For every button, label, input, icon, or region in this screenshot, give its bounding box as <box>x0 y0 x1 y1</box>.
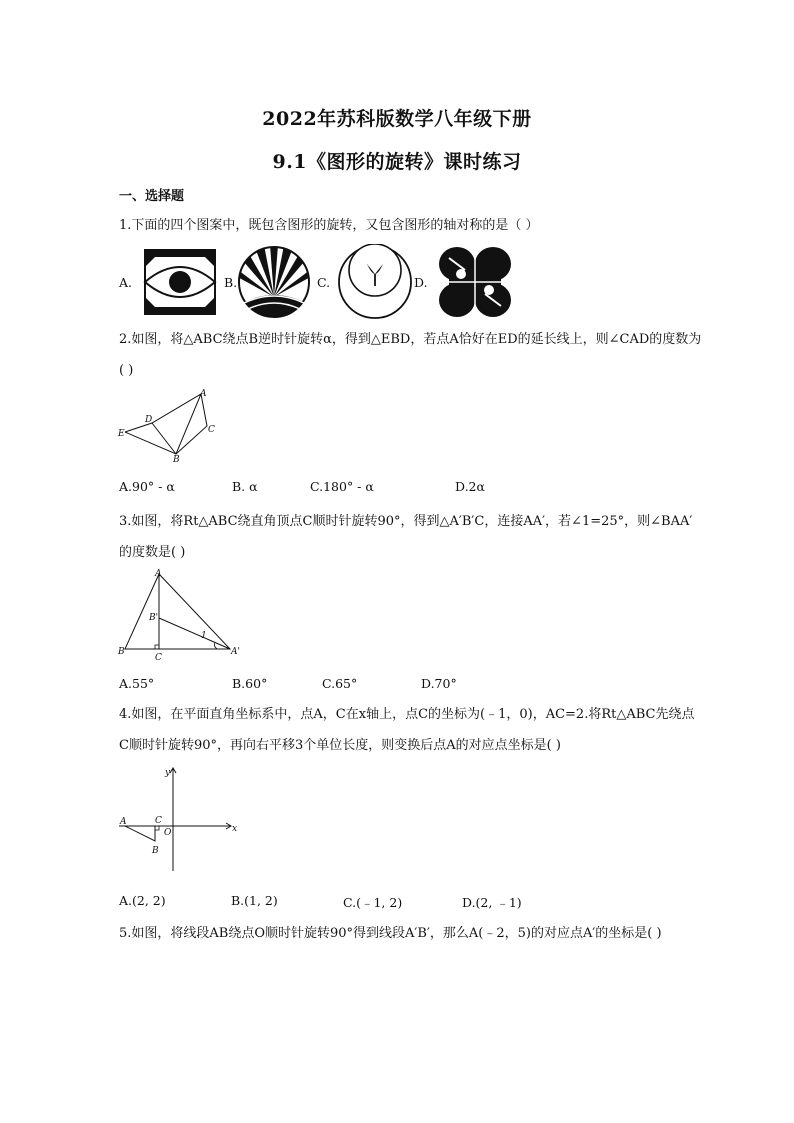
q2-label-c: C <box>208 425 215 435</box>
q2-label-b: B <box>173 455 180 462</box>
q4-label-y: y <box>165 768 171 778</box>
q4-option-a: A.(2, 2) <box>119 893 166 908</box>
q4-stem: 4.如图，在平面直角坐标系中，点A，C在x轴上，点C的坐标为(﹣1，0)，AC=2.将Rt△ABC先绕点C顺时针旋转90°，再向右平移3个单位长度，则变换后点A的对应点坐标是( ) <box>119 707 695 753</box>
q1-figure-a-eye <box>140 247 220 317</box>
q3-figure-right-triangle <box>115 566 245 662</box>
q1-figure-b-sunrise <box>234 245 314 319</box>
q3-label-c: C <box>155 653 162 662</box>
q2-option-b: B. α <box>232 479 258 494</box>
q2-label-e: E <box>118 429 125 439</box>
q1-option-d-label: D. <box>414 275 428 290</box>
q2-option-d: D.2α <box>455 479 485 494</box>
q3-label-a: A <box>155 569 162 579</box>
q3-option-b: B.60° <box>232 676 268 691</box>
q1-option-a-label: A. <box>119 275 133 290</box>
q4-option-c: C.(﹣1, 2) <box>343 895 403 910</box>
q3-label-a-prime: A' <box>231 647 240 657</box>
q1-stem: 1.下面的四个图案中，既包含图形的旋转，又包含图形的轴对称的是（ ） <box>119 218 539 233</box>
q2-label-a: A <box>200 389 207 399</box>
q2-stem: 2.如图，将△ABC绕点B逆时针旋转α，得到△EBD，若点A恰好在ED的延长线上，则∠CAD的度数为( ) <box>119 332 702 378</box>
q4-label-a: A <box>120 817 127 827</box>
q3-option-d: D.70° <box>421 676 457 691</box>
q1-figure-d-clover <box>435 244 515 320</box>
document-title: 2022年苏科版数学八年级下册 <box>262 108 532 130</box>
q2-option-a: A.90° - α <box>119 479 175 494</box>
q1-figure-c-sprout <box>334 244 416 320</box>
q4-label-b: B <box>152 846 159 856</box>
q4-label-x: x <box>232 824 238 834</box>
q2-figure-triangles <box>117 386 222 462</box>
q3-label-b: B <box>118 647 125 657</box>
q3-option-c: C.65° <box>322 676 358 691</box>
q2-label-d: D <box>145 415 153 425</box>
q4-label-c: C <box>155 816 162 826</box>
document-subtitle: 9.1《图形的旋转》课时练习 <box>272 151 522 173</box>
q4-option-b: B.(1, 2) <box>231 893 278 908</box>
q3-label-b-prime: B' <box>149 613 159 623</box>
q2-option-c: C.180° - α <box>310 479 374 494</box>
q3-label-angle-1: 1 <box>201 631 207 641</box>
q1-option-c-label: C. <box>317 275 331 290</box>
q3-stem: 3.如图，将Rt△ABC绕直角顶点C顺时针旋转90°，得到△A′B′C，连接AA′，若∠1=25°，则∠BAA′的度数是( ) <box>119 514 693 560</box>
q1-option-b-label: B. <box>224 275 238 290</box>
q4-option-d: D.(2, ﹣1) <box>462 895 522 910</box>
q4-figure-coordinate-plane <box>115 765 240 875</box>
section-heading: 一、选择题 <box>119 189 185 204</box>
q3-option-a: A.55° <box>119 676 155 691</box>
q4-label-o: O <box>164 828 172 838</box>
q5-stem: 5.如图，将线段AB绕点O顺时针旋转90°得到线段A′B′，那么A(﹣2，5)的对应点A′的坐标是( ) <box>119 926 662 941</box>
